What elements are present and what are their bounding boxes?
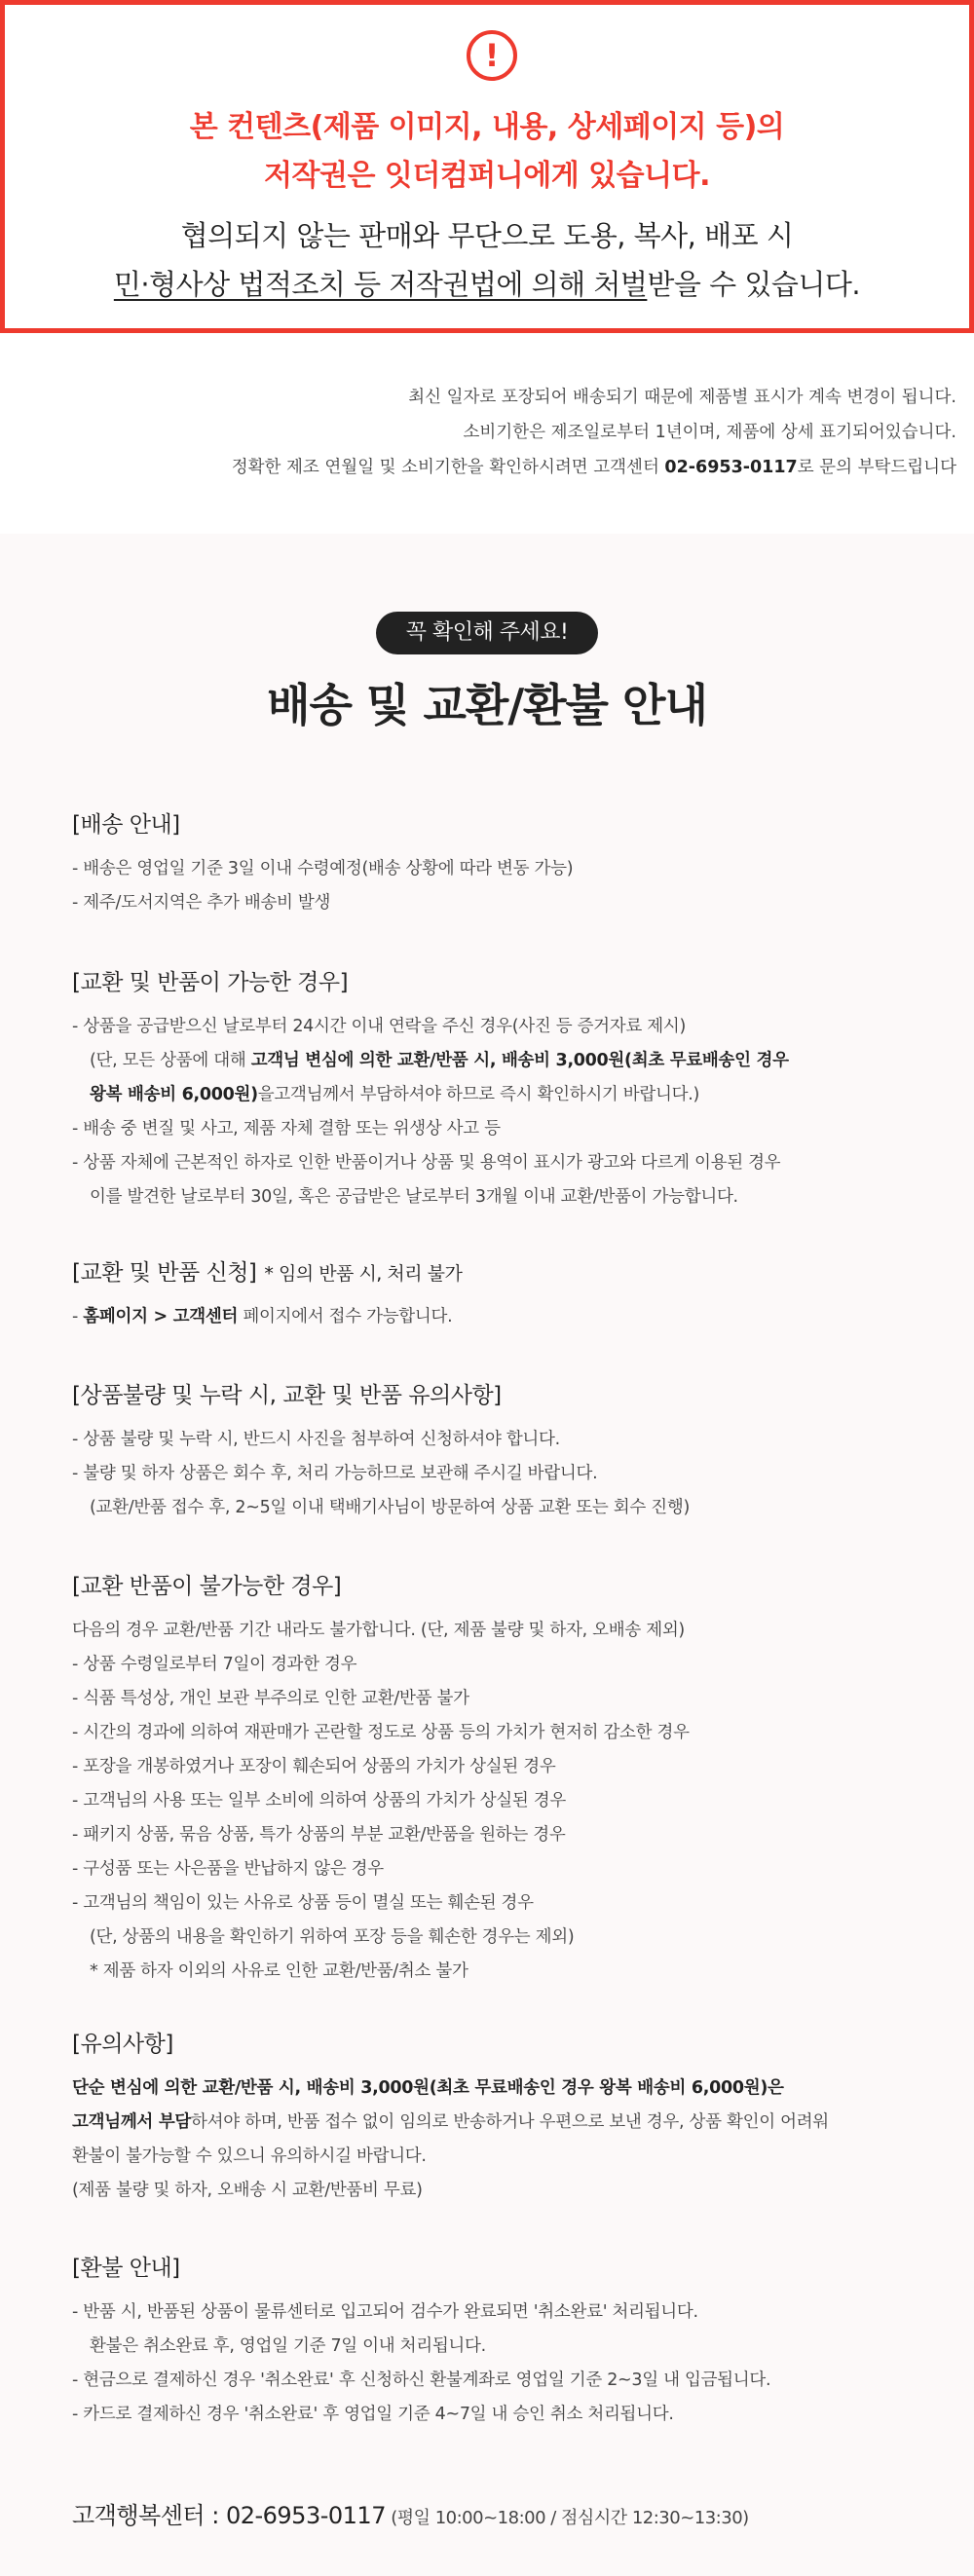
list-item: - 상품 수령일로부터 7일이 경과한 경우 [72,1655,357,1674]
copyright-warning-box [0,0,974,333]
notice-line-3-post: 로 문의 부탁드립니다 [797,458,956,477]
list-item [72,1078,929,1112]
list-item: - 상품 자체에 근본적인 하자로 인한 반품이거나 상품 및 용역이 표시가 광고와 다르게 이용된 경우 [72,1153,781,1173]
list-item: - 배송은 영업일 기준 3일 이내 수령예정(배송 상황에 따라 변동 가능) [72,859,574,878]
list-item [72,2072,929,2106]
text-bold: 왕복 배송비 6,000원) [90,1085,258,1104]
list-item: (제품 불량 및 하자, 오배송 시 교환/반품비 무료) [72,2181,423,2200]
section-shipping [72,806,929,920]
section-exchange-possible [72,964,929,1214]
section-heading [72,1254,929,1287]
notice-line-2: 소비기한은 제조일로부터 1년이며, 제품에 상세 표기되어있습니다. [463,423,956,442]
section-heading: [배송 안내] [72,812,180,838]
customer-center-hours: (평일 10:00~18:00 / 점심시간 12:30~13:30) [385,2508,749,2528]
list-item: * 제품 하자 이외의 사유로 인한 교환/반품/취소 불가 [90,1961,468,1981]
section-heading: [환불 안내] [72,2256,180,2281]
text-bold: 단순 변심에 의한 교환/반품 시, 배송비 3,000원(최초 무료배송인 경우 왕복 배송비 6,000원)은 [72,2078,784,2098]
list-item: - 포장을 개봉하였거나 포장이 훼손되어 상품의 가치가 상실된 경우 [72,1757,556,1776]
text-bold: 고객님께서 부담 [72,2112,192,2132]
list-item: (교환/반품 접수 후, 2~5일 이내 택배기사님이 방문하여 상품 교환 또는 회수 진행) [90,1498,690,1517]
copyright-black-line-1: 협의되지 않는 판매와 무단으로 도용, 복사, 배포 시 [180,219,794,252]
notice-line-3 [232,454,956,478]
list-item: - 배송 중 변질 및 사고, 제품 자체 결함 또는 위생상 사고 등 [72,1119,501,1139]
notice-phone: 02-6953-0117 [664,458,798,477]
section-heading: [상품불량 및 누락 시, 교환 및 반품 유의사항] [72,1383,502,1408]
section-heading-sub: * 임의 반품 시, 처리 불가 [264,1263,463,1285]
exclamation-circle-icon: ! [467,30,517,81]
text-normal: - [72,1307,84,1326]
list-item [72,2106,929,2140]
section-impossible [72,1568,929,1989]
list-item: - 고객님의 사용 또는 일부 소비에 의하여 상품의 가치가 상실된 경우 [72,1791,566,1811]
list-item: 이를 발견한 날로부터 30일, 혹은 공급받은 날로부터 3개월 이내 교환/반품이 가능합니다. [90,1187,738,1207]
list-item [72,1044,929,1078]
list-item: - 카드로 결제하신 경우 '취소완료' 후 영업일 기준 4~7일 내 승인 취소 처리됩니다. [72,2405,674,2424]
text-normal: (단, 모든 상품에 대해 [90,1051,251,1070]
list-item: - 식품 특성상, 개인 보관 부주의로 인한 교환/반품 불가 [72,1689,469,1708]
list-item: - 패키지 상품, 묶음 상품, 특가 상품의 부분 교환/반품을 원하는 경우 [72,1825,566,1845]
section-refund [72,2250,929,2432]
list-item: - 상품 불량 및 누락 시, 반드시 사진을 첨부하여 신청하셔야 합니다. [72,1430,560,1449]
list-item [72,1300,929,1334]
section-caution [72,2026,929,2208]
section-apply [72,1254,929,1334]
expiry-notice [0,333,974,534]
list-item: - 구성품 또는 사은품을 반납하지 않은 경우 [72,1859,384,1879]
text-normal: 을고객님께서 부담하셔야 하므로 즉시 확인하시기 바랍니다.) [257,1085,700,1104]
list-item: - 반품 시, 반품된 상품이 물류센터로 입고되어 검수가 완료되면 '취소완료' 처리됩니다. [72,2302,698,2322]
shipping-refund-guide [0,534,974,2576]
list-item: - 상품을 공급받으신 날로부터 24시간 이내 연락을 주신 경우(사진 등 증거자료 제시) [72,1017,686,1036]
notice-line-3-pre: 정확한 제조 연월일 및 소비기한을 확인하시려면 고객센터 [231,458,665,477]
list-item: 환불이 불가능할 수 있으니 유의하시길 바랍니다. [72,2147,427,2166]
list-item: - 제주/도서지역은 추가 배송비 발생 [72,893,331,913]
guide-title: 배송 및 교환/환불 안내 [267,679,707,731]
text-bold: 고객님 변심에 의한 교환/반품 시, 배송비 3,000원(최초 무료배송인 경우 [250,1051,789,1070]
check-please-badge: 꼭 확인해 주세요! [376,612,598,654]
copyright-red-line-1: 본 컨텐츠(제품 이미지, 내용, 상세페이지 등)의 [189,110,785,144]
section-defect [72,1377,929,1525]
text-normal: 페이지에서 접수 가능합니다. [238,1307,453,1326]
copyright-underlined-text: 민·형사상 법적조치 등 저작권법에 의해 처벌 [113,268,648,301]
copyright-red-line-2: 저작권은 잇더컴퍼니에게 있습니다. [264,159,710,193]
list-item: (단, 상품의 내용을 확인하기 위하여 포장 등을 훼손한 경우는 제외) [90,1927,575,1947]
list-item: 환불은 취소완료 후, 영업일 기준 7일 이내 처리됩니다. [90,2336,486,2356]
copyright-black-line-2-rest: 받을 수 있습니다. [647,268,861,301]
section-heading: [교환 및 반품이 가능한 경우] [72,970,349,995]
homepage-customer-center-path: 홈페이지 > 고객센터 [83,1307,239,1326]
section-heading: [교환 반품이 불가능한 경우] [72,1574,342,1599]
section-heading: [유의사항] [72,2032,173,2057]
section-heading-text: [교환 및 반품 신청] [72,1260,257,1286]
copyright-black-line-2 [5,263,969,303]
notice-line-1: 최신 일자로 포장되어 배송되기 때문에 제품별 표시가 계속 변경이 됩니다. [408,388,956,407]
list-item: - 불량 및 하자 상품은 회수 후, 처리 가능하므로 보관해 주시길 바랍니다. [72,1464,598,1483]
list-item: - 현금으로 결제하신 경우 '취소완료' 후 신청하신 환불계좌로 영업일 기준 2~3일 내 입금됩니다. [72,2371,771,2390]
customer-center-info [72,2496,749,2530]
customer-center-phone: 고객행복센터 : 02-6953-0117 [72,2502,386,2529]
list-item: - 시간의 경과에 의하여 재판매가 곤란할 정도로 상품 등의 가치가 현저히 감소한 경우 [72,1723,690,1742]
text-normal: 하셔야 하며, 반품 접수 없이 임의로 반송하거나 우편으로 보낸 경우, 상품 확인이 어려워 [191,2112,829,2132]
list-item: 다음의 경우 교환/반품 기간 내라도 불가합니다. (단, 제품 불량 및 하자, 오배송 제외) [72,1621,685,1640]
list-item: - 고객님의 책임이 있는 사유로 상품 등이 멸실 또는 훼손된 경우 [72,1893,534,1913]
